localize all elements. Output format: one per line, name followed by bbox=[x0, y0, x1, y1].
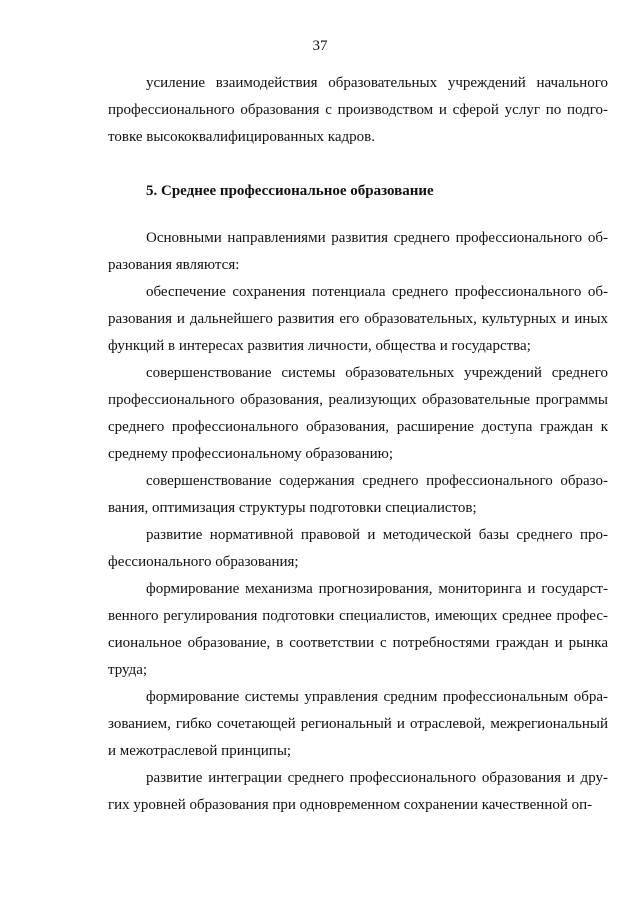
body-paragraph bbox=[108, 684, 608, 765]
text-line: развитие интеграции среднего профессионального образования и дру- bbox=[146, 770, 608, 786]
text-line: формирование механизма прогнозирования, мониторинга и государст- bbox=[146, 581, 608, 597]
text-line: совершенствование содержания среднего профессионального образо- bbox=[146, 473, 608, 489]
body-paragraph bbox=[108, 360, 608, 468]
body-paragraph bbox=[108, 765, 608, 819]
text-line: среднего профессионального образования, расширение доступа граждан к bbox=[108, 419, 608, 435]
text-line: совершенствование системы образовательных учреждений среднего bbox=[146, 365, 608, 381]
page-number: 37 bbox=[312, 38, 328, 54]
text-line: разования и дальнейшего развития его образовательных, культурных и иных bbox=[108, 311, 608, 327]
body-paragraph bbox=[108, 225, 608, 279]
text-line: и межотраслевой принципы; bbox=[108, 743, 292, 759]
text-line: профессионального образования с производством и сферой услуг по подго- bbox=[108, 102, 608, 118]
body-paragraph bbox=[108, 576, 608, 684]
text-line: труда; bbox=[108, 662, 148, 678]
text-line: усиление взаимодействия образовательных учреждений начального bbox=[146, 75, 608, 91]
text-line: товке высококвалифицированных кадров. bbox=[108, 129, 375, 145]
text-line: Основными направлениями развития среднего профессионального об- bbox=[146, 230, 608, 246]
text-line: сиональное образование, в соответствии с потребностями граждан и рынка bbox=[108, 635, 608, 651]
body-paragraph bbox=[108, 468, 608, 522]
intro-paragraph bbox=[108, 70, 608, 151]
text-line: зованием, гибко сочетающей региональный и отраслевой, межрегиональный bbox=[108, 716, 608, 732]
text-line: профессионального образования, реализующих образовательные программы bbox=[108, 392, 608, 408]
page-content bbox=[108, 70, 608, 819]
section-heading: 5. Среднее профессиональное образование bbox=[146, 183, 434, 199]
text-line: среднему профессиональному образованию; bbox=[108, 446, 394, 462]
text-line: функций в интересах развития личности, общества и государства; bbox=[108, 338, 531, 354]
text-line: разования являются: bbox=[108, 257, 240, 273]
text-line: гих уровней образования при одновременном сохранении качественной оп- bbox=[108, 797, 593, 813]
body-paragraph bbox=[108, 522, 608, 576]
text-line: венного регулирования подготовки специалистов, имеющих среднее профес- bbox=[108, 608, 608, 624]
text-line: вания, оптимизация структуры подготовки специалистов; bbox=[108, 500, 477, 516]
body-paragraph bbox=[108, 279, 608, 360]
text-line: формирование системы управления средним профессиональным обра- bbox=[146, 689, 608, 705]
text-line: фессионального образования; bbox=[108, 554, 299, 570]
text-line: развитие нормативной правовой и методической базы среднего про- bbox=[146, 527, 608, 543]
body-paragraphs bbox=[108, 225, 608, 819]
text-line: обеспечение сохранения потенциала среднего профессионального об- bbox=[146, 284, 608, 300]
